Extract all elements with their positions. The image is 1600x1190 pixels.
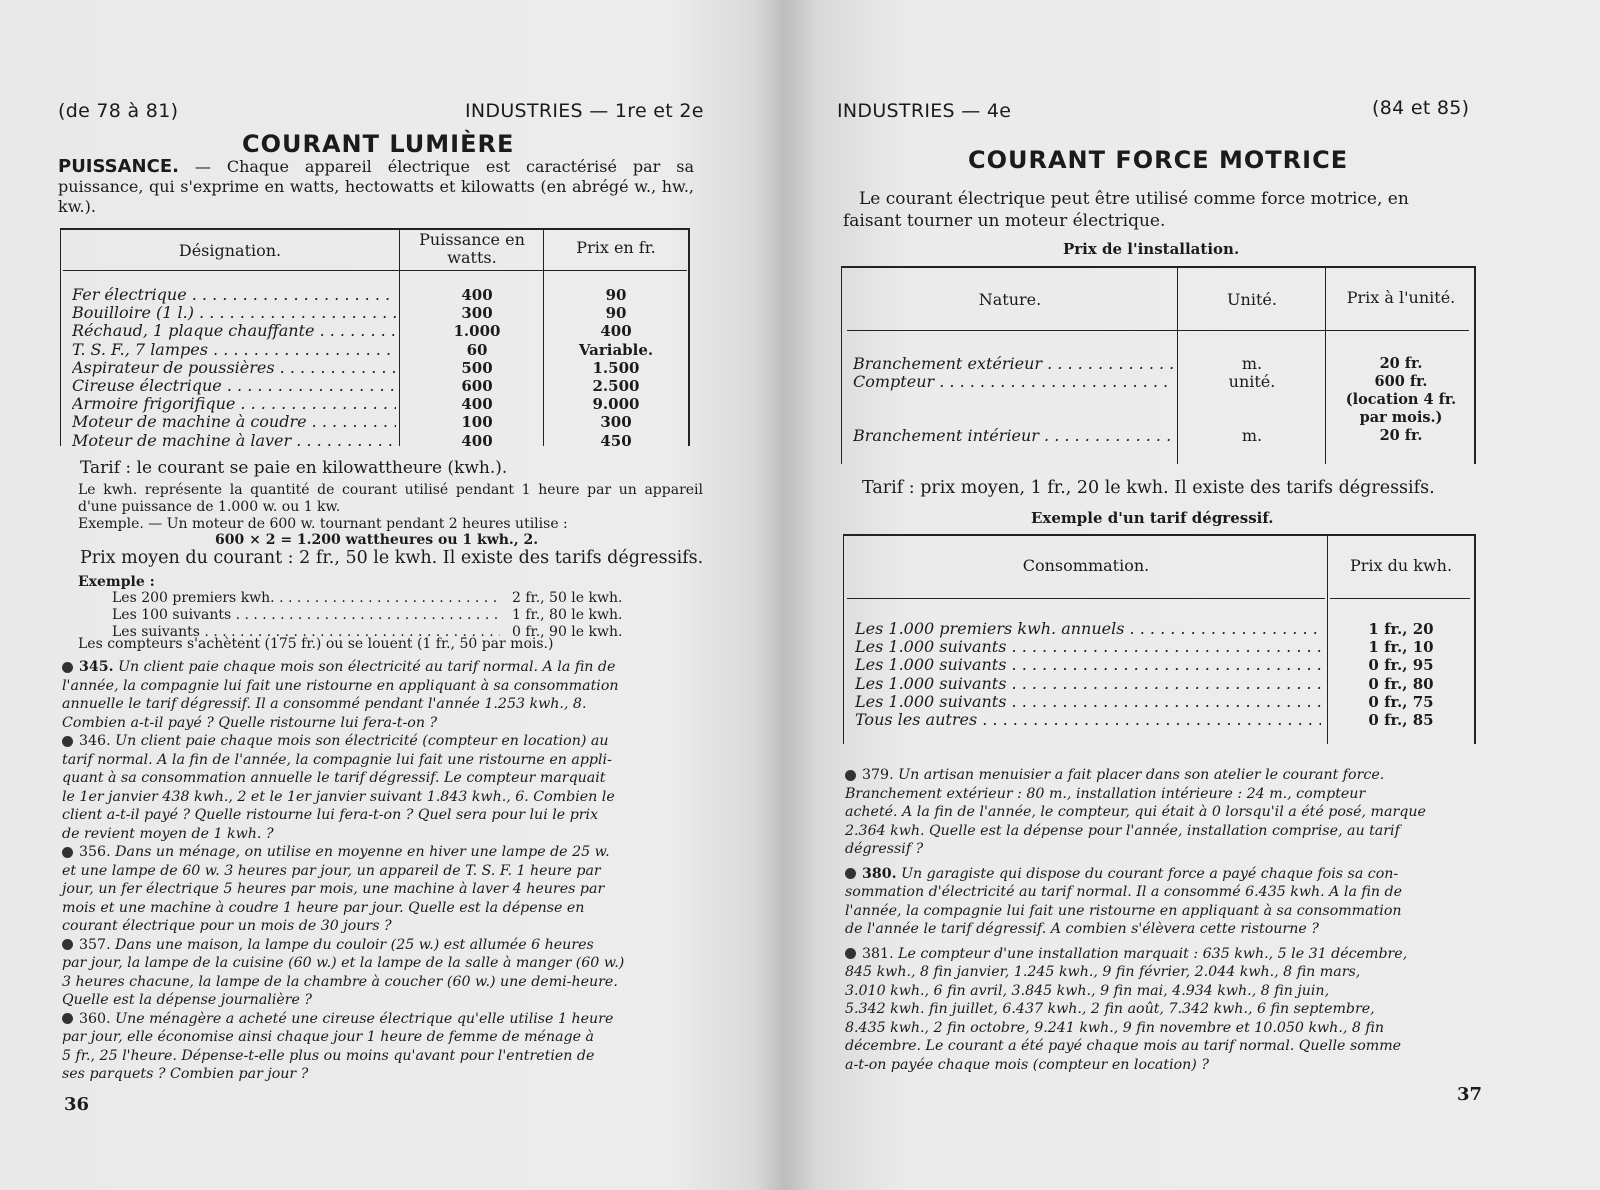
problem-346 — [62, 732, 702, 843]
table-row-designation: Fer électrique . . . — [72, 286, 396, 304]
problem-line: 5.342 kwh. fin juillet, 6.437 kwh., 2 fin août, 7.342 kwh., 6 fin septembre, — [845, 1001, 1375, 1017]
install-top-rule — [841, 266, 1475, 268]
degressif-row: Les 100 suivants . . . — [112, 607, 500, 624]
problem-number: 379. — [862, 767, 894, 783]
problem-line: client a-t-il payé ? Quelle ristourne lui fera-t-on ? Quel sera pour lui le prix — [62, 807, 599, 823]
problem-357 — [62, 936, 702, 1010]
install-row-prix: (location 4 fr. — [1345, 391, 1457, 408]
bullet-icon — [845, 770, 856, 781]
install-th-prix: Prix à l'unité. — [1346, 288, 1456, 307]
problem-360 — [62, 1010, 702, 1084]
deg-prices — [1333, 620, 1469, 729]
deg-row-price: 0 fr., 85 — [1368, 711, 1434, 730]
table-cell-puissance: 600 — [461, 377, 493, 396]
deg-top-rule — [843, 534, 1475, 536]
exemple-1: Exemple. — Un moteur de 600 w. tournant pendant 2 heures utilise : — [78, 516, 568, 532]
install-row-nature: Branchement intérieur . . . — [853, 427, 1173, 445]
table-cell-prix: 400 — [600, 322, 632, 341]
degressif-row: Les 200 premiers kwh. . . . — [112, 590, 500, 607]
left-page — [0, 0, 785, 1190]
problem-line: Le compteur d'une installation marquait : 635 kwh., 5 le 31 décembre, — [898, 945, 1408, 962]
force-intro-line: faisant tourner un moteur électrique. — [843, 211, 1166, 231]
table-designations — [72, 286, 396, 450]
table-cell-puissance: 500 — [461, 358, 493, 377]
bullet-icon — [62, 736, 73, 747]
install-row-unite: m. — [1241, 354, 1263, 373]
deg-row-label: Les 1.000 premiers kwh. annuels . . . — [855, 620, 1321, 638]
kwh-definition: Le kwh. représente la quantité de courant utilisé pendant 1 heure par un appareil d'une puissance de 1.000 w. ou 1 kw. — [78, 482, 703, 515]
problem-line: Un artisan menuisier a fait placer dans son atelier le courant force. — [898, 767, 1385, 783]
deg-row-label: Les 1.000 suivants . . . — [855, 638, 1321, 656]
bullet-icon — [845, 868, 856, 879]
install-spacer — [1181, 391, 1323, 427]
install-row-prix: 20 fr. — [1379, 355, 1423, 372]
right-header-section: INDUSTRIES — 4e — [837, 100, 1012, 122]
table-cell-prix: 1.500 — [592, 358, 640, 377]
force-intro — [843, 188, 1409, 232]
deg-th-prix: Prix du kwh. — [1349, 556, 1453, 575]
degressif-price: 2 fr., 50 le kwh. — [512, 590, 623, 606]
table-row-designation: Moteur de machine à laver . . . — [72, 432, 396, 450]
prix-moyen: Prix moyen du courant : 2 fr., 50 le kwh. Il existe des tarifs dégressifs. — [80, 548, 704, 568]
deg-row-price: 0 fr., 80 — [1368, 674, 1434, 693]
table-col-sep-1 — [399, 230, 400, 446]
table-cell-prix: 450 — [600, 431, 632, 450]
exemple-1-calc: 600 × 2 = 1.200 wattheures ou 1 kwh., 2. — [215, 532, 539, 548]
problem-line: de revient moyen de 1 kwh. ? — [62, 825, 274, 842]
th-prix: Prix en fr. — [576, 238, 656, 257]
th-puissance: Puissance en watts. — [419, 230, 525, 267]
table-cell-puissance: 60 — [466, 340, 488, 359]
puissance-text: — Chaque appareil électrique est caractérisé par sa puissance, qui s'exprime en watts, hectowatts et kilowatts (en abrégé w., hw., kw.). — [58, 157, 694, 216]
bullet-icon — [62, 939, 73, 950]
problem-line: décembre. Le courant a été payé chaque mois au tarif normal. Quelle somme — [845, 1038, 1402, 1054]
right-page — [785, 0, 1600, 1190]
problem-line: de l'année le tarif dégressif. A combien s'élèvera cette ristourne ? — [845, 921, 1319, 937]
problem-number: 357. — [79, 936, 111, 953]
deg-labels — [855, 620, 1321, 729]
problem-380 — [845, 865, 1485, 939]
degressif-labels — [112, 590, 500, 641]
problem-line: Un client paie chaque mois son électricité au tarif normal. A la fin de — [118, 659, 616, 675]
install-row-prix: 600 fr. — [1374, 373, 1428, 390]
deg-right-border — [1474, 534, 1476, 744]
install-row-nature: Branchement extérieur . . . — [853, 355, 1173, 373]
left-title: COURANT LUMIÈRE — [242, 130, 515, 158]
install-row-nature: Compteur . . . — [853, 373, 1173, 391]
table-row-designation: T. S. F., 7 lampes . . . — [72, 341, 396, 359]
install-col-sep-2 — [1325, 268, 1326, 464]
problem-line: a-t-on payée chaque mois (compteur en location) ? — [845, 1056, 1209, 1073]
degressif-price: 1 fr., 80 le kwh. — [512, 607, 623, 623]
deg-col-sep — [1327, 536, 1328, 744]
problem-line: 2.364 kwh. Quelle est la dépense pour l'année, installation comprise, au tarif — [845, 822, 1400, 839]
left-header-range: (de 78 à 81) — [58, 100, 179, 122]
table-cell-puissance: 1.000 — [453, 322, 501, 341]
table-cell-prix: 300 — [600, 413, 632, 432]
right-problems — [845, 766, 1485, 1074]
degressif-row: Les suivants . . . — [112, 624, 500, 641]
problem-line: 3.010 kwh., 6 fin avril, 3.845 kwh., 9 fin mai, 4.934 kwh., 8 fin juin, — [845, 982, 1330, 999]
install-th-nature: Nature. — [978, 290, 1042, 309]
table-prix-col — [548, 286, 684, 450]
problem-345 — [62, 658, 702, 732]
install-unites — [1181, 355, 1323, 445]
table-cell-puissance: 400 — [461, 286, 493, 304]
puissance-paragraph — [58, 157, 694, 217]
table-row-designation: Réchaud, 1 plaque chauffante . . . — [72, 322, 396, 340]
deg-row-label: Les 1.000 suivants . . . — [855, 693, 1321, 711]
bullet-icon — [845, 948, 856, 959]
deg-row-price: 1 fr., 10 — [1368, 638, 1434, 657]
left-header-section: INDUSTRIES — 1re et 2e — [465, 100, 704, 122]
left-problems — [62, 658, 702, 1084]
problem-line: dégressif ? — [845, 841, 924, 857]
table-right-border — [688, 228, 690, 446]
problem-number: 380. — [862, 865, 897, 882]
deg-row-label: Les 1.000 suivants . . . — [855, 675, 1321, 693]
table-cell-prix: Variable. — [578, 340, 654, 359]
right-title: COURANT FORCE MOTRICE — [968, 146, 1349, 174]
problem-line: l'année, la compagnie lui fait une ristourne en appliquant à sa consommation — [62, 677, 619, 694]
bullet-icon — [62, 847, 73, 858]
problem-number: 345. — [79, 659, 114, 675]
problem-line: Un garagiste qui dispose du courant force a payé chaque fois sa con- — [901, 865, 1399, 882]
degressif-price: 0 fr., 90 le kwh. — [512, 624, 623, 640]
install-spacer — [853, 391, 1173, 427]
table-row-designation: Bouilloire (1 l.) . . . — [72, 304, 396, 322]
deg-row-price: 0 fr., 95 — [1368, 656, 1434, 675]
problem-line: 845 kwh., 8 fin janvier, 1.245 kwh., 9 fin février, 2.044 kwh., 8 fin mars, — [845, 964, 1361, 980]
table-header-rule — [63, 270, 687, 271]
table-puissance-col — [402, 286, 552, 450]
problem-379 — [845, 766, 1485, 859]
deg-header-rule-2 — [1330, 598, 1470, 599]
deg-row-price: 0 fr., 75 — [1368, 692, 1434, 711]
table-cell-puissance: 400 — [461, 431, 493, 450]
problem-line: jour, un fer électrique 5 heures par mois, une machine à laver 4 heures par — [62, 881, 605, 897]
deg-th-consommation: Consommation. — [1022, 556, 1150, 575]
problem-line: Dans un ménage, on utilise en moyenne en hiver une lampe de 25 w. — [115, 844, 610, 860]
problem-line: Quelle est la dépense journalière ? — [62, 992, 313, 1008]
problem-number: 346. — [79, 733, 111, 749]
install-left-border — [841, 266, 842, 464]
table-cell-puissance: 300 — [461, 304, 493, 323]
install-natures — [853, 355, 1173, 445]
right-page-number: 37 — [1457, 1084, 1483, 1105]
problem-line: Un client paie chaque mois son électricité (compteur en location) au — [115, 733, 609, 749]
install-row-unite: unité. — [1228, 372, 1276, 391]
deg-header-rule-1 — [847, 598, 1325, 599]
problem-line: sommation d'électricité au tarif normal. Il a consommé 6.435 kwh. A la fin de — [845, 884, 1403, 900]
problem-line: tarif normal. A la fin de l'année, la compagnie lui fait une ristourne en appli- — [62, 751, 612, 768]
example-caption: Exemple d'un tarif dégressif. — [1031, 509, 1274, 527]
problem-line: Une ménagère a acheté une cireuse électrique qu'elle utilise 1 heure — [115, 1010, 614, 1027]
table-top-rule — [60, 228, 690, 230]
install-prix — [1329, 355, 1473, 445]
install-col-sep-1 — [1177, 268, 1178, 464]
force-intro-line: Le courant électrique peut être utilisé comme force motrice, en — [859, 189, 1409, 209]
right-tarif: Tarif : prix moyen, 1 fr., 20 le kwh. Il existe des tarifs dégressifs. — [862, 478, 1435, 498]
problem-line: et une lampe de 60 w. 3 heures par jour, un appareil de T. S. F. 1 heure par — [62, 862, 601, 879]
table-row-designation: Cireuse électrique . . . — [72, 377, 396, 395]
bullet-icon — [62, 662, 73, 673]
install-right-border — [1474, 266, 1476, 464]
right-header-range: (84 et 85) — [1372, 97, 1470, 119]
table-row-designation: Armoire frigorifique . . . — [72, 395, 396, 413]
install-header-rule — [847, 330, 1469, 331]
problem-line: annuelle le tarif dégressif. Il a consommé pendant l'année 1.253 kwh., 8. — [62, 696, 587, 712]
problem-line: 8.435 kwh., 2 fin octobre, 9.241 kwh., 9 fin novembre et 10.050 kwh., 8 fin — [845, 1019, 1384, 1036]
install-row-prix: 20 fr. — [1379, 427, 1423, 444]
problem-line: mois et une machine à coudre 1 heure par jour. Quelle est la dépense en — [62, 899, 585, 916]
problem-line: par jour, la lampe de la cuisine (60 w.) et la lampe de la salle à manger (60 w.) — [62, 955, 625, 971]
problem-line: courant électrique pour un mois de 30 jours ? — [62, 918, 392, 934]
th-designation: Désignation. — [178, 241, 282, 260]
install-caption: Prix de l'installation. — [1063, 240, 1240, 258]
install-row-prix: par mois.) — [1359, 409, 1443, 426]
exemple-2-label: Exemple : — [78, 574, 155, 590]
problem-line: l'année, la compagnie lui fait une ristourne en appliquant à sa consommation — [845, 902, 1402, 919]
left-page-number: 36 — [64, 1094, 90, 1115]
table-cell-prix: 2.500 — [592, 377, 640, 396]
puissance-label: PUISSANCE. — [58, 156, 179, 177]
problem-number: 360. — [79, 1010, 111, 1027]
table-cell-puissance: 100 — [461, 413, 493, 432]
table-row-designation: Aspirateur de poussières . . . — [72, 359, 396, 377]
table-cell-prix: 90 — [605, 286, 627, 304]
problem-line: acheté. A la fin de l'année, le compteur, qui était à 0 lorsqu'il a été posé, marque — [845, 804, 1426, 820]
problem-line: Branchement extérieur : 80 m., installation intérieure : 24 m., compteur — [845, 785, 1366, 802]
problem-number: 356. — [79, 844, 111, 860]
deg-left-border — [843, 534, 844, 744]
install-row-unite: m. — [1241, 426, 1263, 445]
table-cell-prix: 9.000 — [592, 395, 640, 414]
deg-row-label: Tous les autres . . . — [855, 711, 1321, 729]
table-left-border — [60, 228, 61, 446]
problem-line: par jour, elle économise ainsi chaque jour 1 heure de femme de ménage à — [62, 1029, 594, 1045]
problem-line: 5 fr., 25 l'heure. Dépense-t-elle plus ou moins qu'avant pour l'entretien de — [62, 1047, 595, 1064]
problem-line: 3 heures chacune, la lampe de la chambre à coucher (60 w.) une demi-heure. — [62, 973, 618, 990]
bullet-icon — [62, 1013, 73, 1024]
table-cell-puissance: 400 — [461, 395, 493, 414]
table-row-designation: Moteur de machine à coudre . . . — [72, 413, 396, 431]
table-cell-prix: 90 — [605, 304, 627, 323]
left-tarif: Tarif : le courant se paie en kilowattheure (kwh.). — [80, 458, 508, 478]
install-th-unite: Unité. — [1227, 290, 1277, 309]
compteurs-note: Les compteurs s'achètent (175 fr.) ou se louent (1 fr., 50 par mois.) — [78, 636, 554, 652]
problem-line: Combien a-t-il payé ? Quelle ristourne lui fera-t-on ? — [62, 714, 438, 731]
problem-line: ses parquets ? Combien par jour ? — [62, 1066, 309, 1082]
problem-number: 381. — [862, 945, 894, 962]
problem-381 — [845, 945, 1485, 1075]
deg-row-label: Les 1.000 suivants . . . — [855, 656, 1321, 674]
problem-line: le 1er janvier 438 kwh., 2 et le 1er janvier suivant 1.843 kwh., 6. Combien le — [62, 788, 615, 805]
problem-line: quant à sa consommation annuelle le tarif dégressif. Le compteur marquait — [62, 770, 606, 786]
deg-row-price: 1 fr., 20 — [1368, 620, 1434, 638]
problem-356 — [62, 843, 702, 936]
degressif-prices — [512, 590, 622, 641]
problem-line: Dans une maison, la lampe du couloir (25 w.) est allumée 6 heures — [115, 936, 594, 953]
